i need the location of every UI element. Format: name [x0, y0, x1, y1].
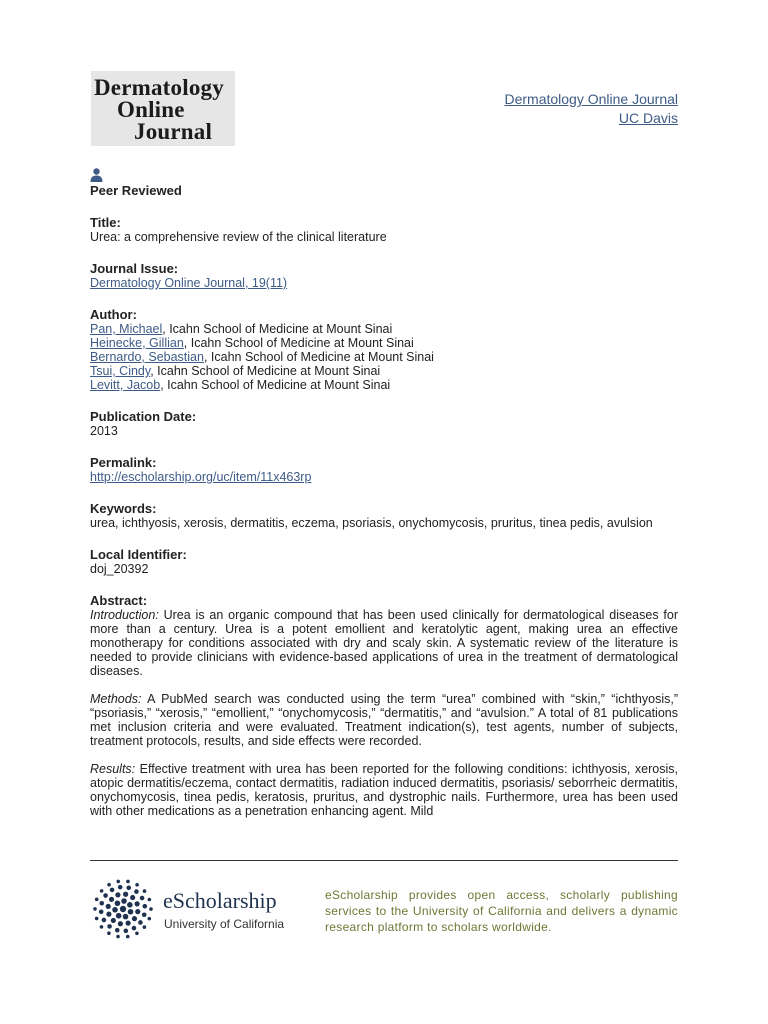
keywords-label: Keywords:	[90, 501, 157, 516]
abstract-introduction	[90, 608, 678, 678]
logo-dot	[135, 883, 139, 887]
logo-dot	[121, 898, 127, 904]
logo-dot	[132, 926, 137, 931]
publication-date-section	[90, 409, 678, 438]
permalink-section	[90, 455, 678, 484]
logo-dot	[116, 880, 120, 884]
logo-dot	[142, 912, 147, 917]
escholarship-brand: eScholarship	[163, 888, 277, 913]
journal-logo	[91, 71, 235, 146]
logo-dot	[143, 889, 147, 893]
abstract-section	[90, 593, 678, 818]
logo-dot	[123, 914, 129, 920]
logo-dot	[124, 929, 129, 934]
local-identifier-value: doj_20392	[90, 562, 149, 576]
author-link[interactable]: Levitt, Jacob	[90, 378, 161, 392]
author-affiliation: , Icahn School of Medicine at Mount Sinai	[160, 378, 391, 392]
author-line	[90, 336, 678, 350]
logo-dot	[118, 885, 123, 890]
logo-dot	[103, 893, 108, 898]
logo-dot	[99, 901, 104, 906]
logo-dot	[93, 907, 97, 911]
person-icon	[90, 168, 103, 182]
logo-dot	[126, 935, 130, 939]
methods-label: Methods:	[90, 692, 142, 706]
journal-link[interactable]: Dermatology Online Journal	[504, 91, 678, 107]
logo-dot	[107, 883, 111, 887]
author-link[interactable]: Heinecke, Gillian	[90, 336, 184, 350]
abstract-label: Abstract:	[90, 593, 148, 608]
journal-issue-section	[90, 261, 678, 290]
author-link[interactable]: Tsui, Cindy	[90, 364, 151, 378]
author-line	[90, 350, 678, 364]
peer-reviewed-label: Peer Reviewed	[90, 183, 182, 198]
footer-divider	[90, 860, 678, 861]
logo-dot	[127, 902, 133, 908]
logo-dot	[123, 892, 128, 897]
logo-dot	[126, 885, 131, 890]
logo-line-2: Online	[117, 97, 185, 122]
keywords-value: urea, ichthyosis, xerosis, dermatitis, eczema, psoriasis, onychomycosis, pruritus, tinea pedis, avulsion	[90, 516, 653, 530]
logo-dot	[149, 907, 153, 911]
logo-dot	[135, 901, 140, 906]
logo-dot	[126, 880, 130, 884]
local-identifier-label: Local Identifier:	[90, 547, 187, 562]
author-line	[90, 322, 678, 336]
title-label: Title:	[90, 215, 121, 230]
logo-dot	[140, 896, 145, 901]
title-value: Urea: a comprehensive review of the clinical literature	[90, 230, 387, 244]
title-section	[90, 215, 678, 244]
logo-dot	[128, 909, 134, 915]
logo-dot	[110, 888, 115, 893]
header-links	[504, 90, 678, 128]
logo-dot	[100, 889, 104, 893]
publication-date-label: Publication Date:	[90, 409, 197, 424]
logo-dot	[112, 907, 118, 913]
logo-dot	[120, 906, 126, 912]
logo-dot	[134, 889, 139, 894]
author-line	[90, 378, 678, 392]
logo-dot	[130, 895, 135, 900]
author-link[interactable]: Bernardo, Sebastian	[90, 350, 204, 364]
author-line	[90, 364, 678, 378]
logo-dot	[132, 916, 137, 921]
permalink-link[interactable]: http://escholarship.org/uc/item/11x463rp	[90, 470, 312, 484]
logo-dot	[148, 898, 152, 902]
logo-dot	[100, 925, 104, 929]
logo-dot	[115, 892, 120, 897]
logo-line-1: Dermatology	[94, 75, 224, 100]
logo-dot	[106, 912, 111, 917]
escholarship-logo-icon	[92, 878, 154, 940]
logo-dot	[115, 900, 121, 906]
logo-dot	[135, 909, 140, 914]
journal-issue-link[interactable]: Dermatology Online Journal, 19(11)	[90, 276, 288, 290]
author-link[interactable]: Pan, Michael	[90, 322, 163, 336]
logo-dot	[106, 904, 111, 909]
logo-dot	[109, 897, 114, 902]
logo-dot	[115, 928, 120, 933]
logo-dot	[111, 918, 116, 923]
logo-dot	[116, 913, 122, 919]
logo-dot	[95, 898, 99, 902]
results-label: Results:	[90, 762, 136, 776]
logo-dot	[138, 920, 143, 925]
local-identifier-section	[90, 547, 678, 576]
abstract-results	[90, 762, 678, 818]
author-affiliation: , Icahn School of Medicine at Mount Sinai	[203, 350, 434, 364]
introduction-text: Urea is an organic compound that has been used clinically for dermatological diseases for more than a century. Urea is a potent emollient and keratolytic agent, making urea an effective monotherapy for conditions associated with dry and scaly skin. A systematic review of the literature is needed to provide clinicians with evidence-based applications of urea in the treatment of dermatological diseases.	[90, 608, 678, 678]
logo-dot	[95, 917, 99, 921]
publication-date-value: 2013	[90, 424, 118, 438]
institution-link[interactable]: UC Davis	[618, 110, 678, 126]
logo-dot	[147, 917, 151, 921]
logo-dot	[116, 935, 120, 939]
keywords-section	[90, 501, 678, 530]
results-text: Effective treatment with urea has been reported for the following conditions: ichthyosis, xerosis, atopic dermatitis/eczema, contact dermatitis, radiation induced dermatitis, psoriasis/ seborrheic dermatitis, onychomycosis, tinea pedis, keratosis, pruritus, and dystrophic nails. Furthermore, urea has been used with other medications as a penetration enhancing agent. Mild	[90, 762, 678, 818]
author-affiliation: , Icahn School of Medicine at Mount Sinai	[162, 322, 393, 336]
logo-dot	[107, 924, 112, 929]
abstract-methods	[90, 692, 678, 748]
logo-dot	[118, 921, 123, 926]
author-affiliation: , Icahn School of Medicine at Mount Sinai	[183, 336, 414, 350]
logo-dot	[126, 921, 131, 926]
record-content	[90, 184, 678, 818]
journal-issue-label: Journal Issue:	[90, 261, 179, 276]
logo-dot	[102, 918, 107, 923]
escholarship-description: eScholarship provides open access, scholarly publishing services to the University of California and delivers a dynamic research platform to scholars worldwide.	[325, 888, 678, 934]
logo-dot	[135, 932, 139, 936]
logo-dot	[107, 931, 111, 935]
introduction-label: Introduction:	[90, 608, 159, 622]
logo-dot	[99, 910, 104, 915]
author-affiliation: , Icahn School of Medicine at Mount Sinai	[150, 364, 381, 378]
author-section	[90, 307, 678, 392]
logo-dot	[143, 925, 147, 929]
logo-dot	[143, 904, 148, 909]
logo-line-3: Journal	[134, 119, 213, 144]
methods-text: A PubMed search was conducted using the term “urea” combined with “skin,” “ichthyosis,” “psoriasis,” “xerosis,” “emollient,” “onychomycosis,” “dermatitis,” and “avulsion.” A total of 81 publications met inclusion criteria and were evaluated. Treatment indication(s), test agents, number of subjects, treatment protocols, results, and side effects were recorded.	[90, 692, 678, 748]
permalink-label: Permalink:	[90, 455, 157, 470]
author-label: Author:	[90, 307, 137, 322]
escholarship-subtitle: University of California	[164, 917, 285, 931]
